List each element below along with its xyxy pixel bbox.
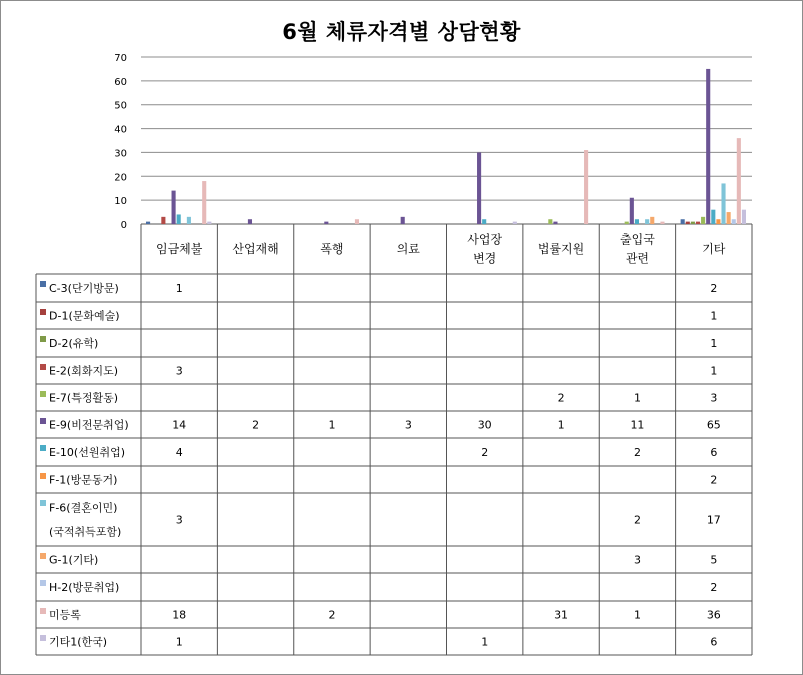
bar	[716, 219, 720, 224]
bar	[553, 222, 557, 224]
series-label: E-9(비전문취업)	[49, 418, 129, 432]
bar	[686, 222, 690, 224]
legend-key	[40, 580, 46, 586]
bar	[681, 219, 685, 224]
bar	[630, 198, 634, 224]
bar	[691, 222, 695, 224]
y-tick-label: 50	[114, 100, 127, 112]
y-tick-label: 0	[120, 220, 127, 231]
bar	[207, 222, 211, 224]
legend-key	[40, 608, 46, 614]
data-label: 1	[633, 608, 641, 622]
legend-key	[40, 391, 46, 397]
y-tick-label: 40	[114, 124, 127, 136]
bar	[721, 183, 725, 224]
data-label: 1	[175, 282, 183, 295]
data-label: 18	[172, 608, 187, 622]
y-tick-label: 60	[114, 76, 127, 88]
bar	[645, 219, 649, 224]
legend-key	[40, 500, 46, 506]
bar	[248, 219, 252, 224]
data-label: 6	[710, 635, 718, 649]
data-label: 65	[706, 418, 721, 432]
bar	[742, 210, 746, 224]
category-label: 관련	[625, 251, 650, 266]
category-label: 법률지원	[537, 242, 585, 256]
data-label: 3	[404, 418, 412, 432]
bar	[701, 217, 705, 224]
data-label: 2	[252, 418, 260, 432]
bar	[706, 69, 710, 224]
category-label: 임금체불	[156, 242, 203, 256]
data-label: 1	[710, 364, 718, 378]
data-label: 2	[557, 391, 565, 405]
category-label: 사업장	[467, 232, 503, 247]
series-label: 미등록	[49, 608, 81, 622]
series-label: E-10(선원취업)	[49, 446, 126, 459]
category-label: 출입국	[620, 232, 655, 247]
category-label: 기타	[702, 242, 726, 256]
data-label: 2	[710, 581, 718, 594]
bar	[548, 219, 552, 224]
data-label: 36	[706, 608, 721, 622]
series-label: F-6(결혼이민)	[49, 501, 118, 515]
bar	[727, 212, 731, 224]
category-label: 변경	[473, 251, 497, 266]
series-label: H-2(방문취업)	[49, 581, 120, 594]
data-label: 14	[172, 418, 187, 432]
bar	[696, 222, 700, 224]
bar	[635, 219, 639, 224]
data-label: 2	[710, 473, 718, 487]
category-label: 산업재해	[232, 242, 279, 256]
data-label: 1	[481, 635, 489, 649]
bar	[660, 222, 664, 224]
y-tick-label: 20	[114, 172, 127, 184]
bar	[513, 222, 517, 224]
bar	[355, 219, 359, 224]
chart-title: 6월 체류자격별 상담현황	[282, 20, 521, 44]
data-label: 2	[633, 446, 641, 459]
bar	[401, 217, 405, 224]
data-label: 2	[328, 608, 336, 622]
y-tick-label: 10	[114, 196, 127, 208]
data-label: 4	[175, 446, 183, 459]
series-label: E-7(특정활동)	[49, 391, 119, 405]
data-label: 11	[630, 418, 645, 432]
data-label: 1	[557, 418, 565, 432]
data-label: 1	[710, 337, 718, 350]
series-label: C-3(단기방문)	[49, 282, 119, 295]
data-label: 5	[710, 553, 718, 567]
data-label: 3	[710, 391, 718, 405]
bar	[737, 138, 741, 224]
legend-key	[40, 418, 46, 424]
data-label: 2	[633, 513, 641, 527]
data-label: 6	[710, 446, 718, 459]
series-label: 기타1(한국)	[49, 635, 108, 649]
series-label: G-1(기타)	[49, 553, 99, 567]
data-label: 3	[175, 364, 183, 378]
category-label: 의료	[396, 242, 420, 256]
data-label: 2	[710, 282, 718, 295]
data-label: 30	[477, 418, 492, 432]
bar	[625, 222, 629, 224]
category-label: 폭행	[320, 242, 344, 256]
bar	[477, 152, 481, 224]
series-label: D-1(문화예술)	[49, 309, 120, 323]
series-label: (국적취득포함)	[49, 525, 122, 539]
bar	[584, 150, 588, 224]
bar	[187, 217, 191, 224]
legend-key	[40, 445, 46, 451]
data-label: 3	[633, 553, 641, 567]
legend-key	[40, 635, 46, 641]
bar	[202, 181, 206, 224]
data-label: 31	[554, 608, 569, 622]
bar	[324, 222, 328, 224]
bar	[732, 219, 736, 224]
legend-key	[40, 473, 46, 479]
y-tick-label: 70	[114, 53, 127, 64]
bar	[172, 191, 176, 224]
data-label: 1	[633, 391, 641, 405]
legend-key	[40, 309, 46, 315]
data-label: 17	[706, 513, 721, 527]
legend-key	[40, 281, 46, 287]
data-label: 1	[710, 309, 718, 323]
bar	[482, 219, 486, 224]
legend-key	[40, 553, 46, 559]
bar	[161, 217, 165, 224]
bar	[711, 210, 715, 224]
legend-key	[40, 364, 46, 370]
data-label: 1	[328, 418, 336, 432]
bar	[650, 217, 654, 224]
series-label: F-1(방문동거)	[49, 473, 118, 487]
series-label: D-2(유학)	[49, 337, 99, 350]
legend-key	[40, 336, 46, 342]
y-tick-label: 30	[114, 148, 127, 160]
data-label: 1	[175, 635, 183, 649]
bar	[177, 214, 181, 224]
bar	[146, 222, 150, 224]
series-label: E-2(회화지도)	[49, 364, 119, 378]
data-label: 3	[175, 513, 183, 527]
data-label: 2	[481, 446, 489, 459]
